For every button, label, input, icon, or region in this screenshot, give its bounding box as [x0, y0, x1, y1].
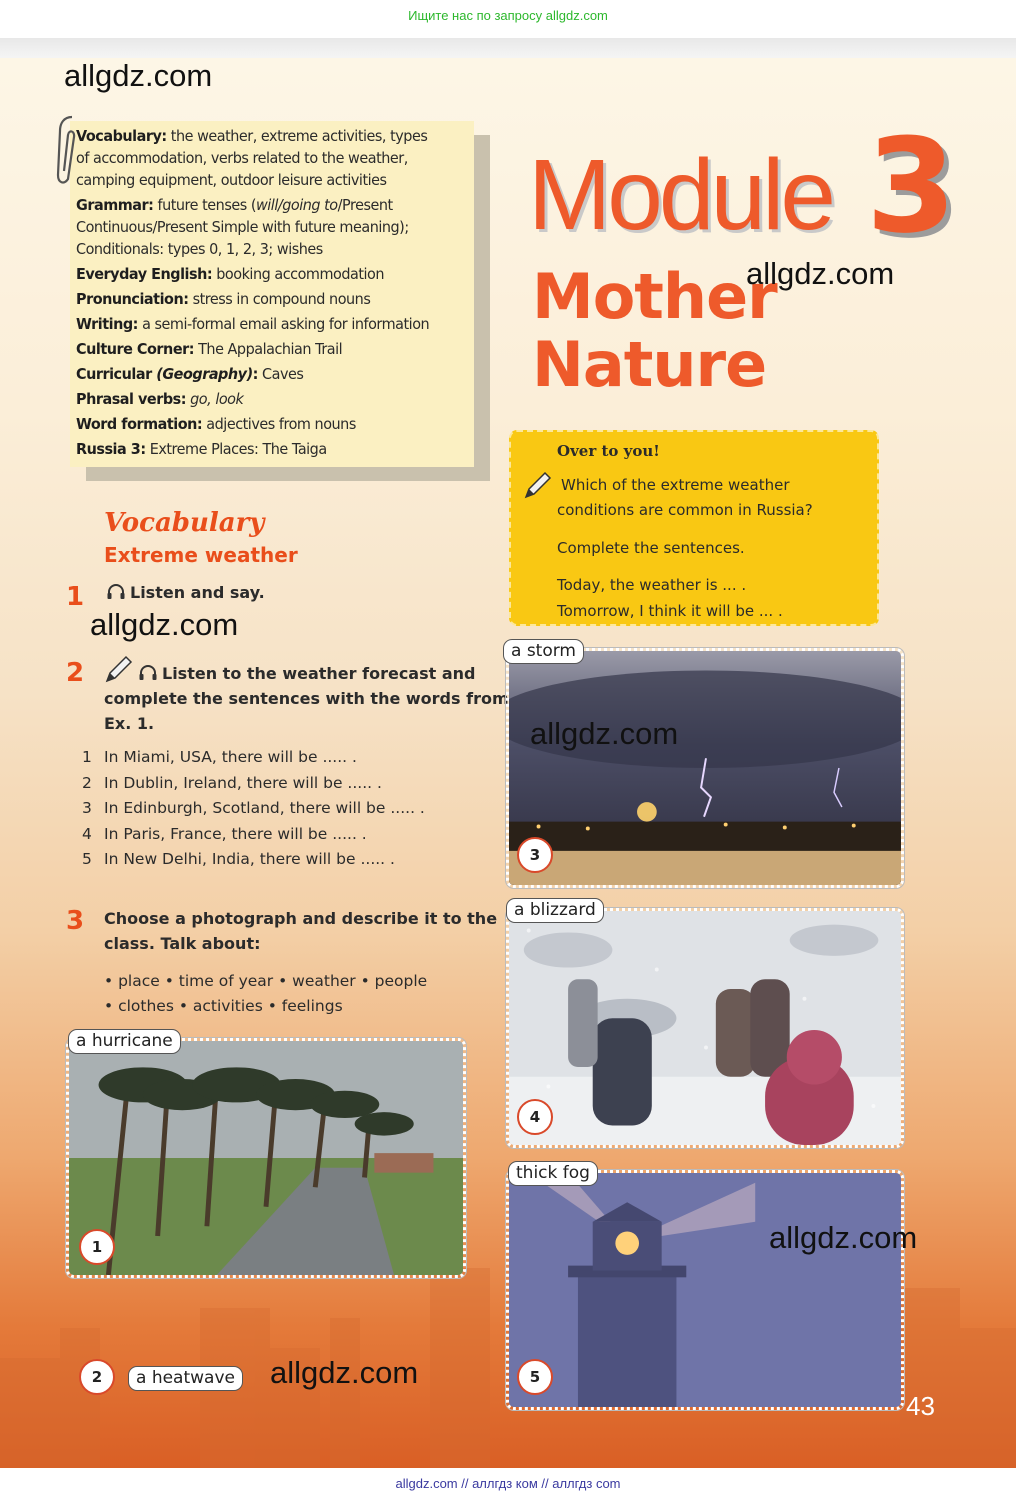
photo-fog[interactable] [506, 1170, 904, 1410]
contents-curricular: Curricular (Geography): Caves [76, 365, 304, 383]
photo-hurricane[interactable] [66, 1038, 466, 1278]
over-to-you-question-line1: Which of the extreme weather [561, 476, 790, 494]
module-contents-box [70, 121, 474, 467]
photo-number-4: 4 [517, 1099, 553, 1135]
photo-label-blizzard: a blizzard [506, 898, 604, 923]
top-divider [0, 38, 1016, 60]
contents-everyday-english: Everyday English: booking accommodation [76, 265, 385, 283]
photo-label-heatwave: a heatwave [128, 1366, 243, 1391]
headphones-icon [106, 582, 126, 600]
photo-storm[interactable] [506, 648, 904, 888]
exercise2-text [104, 655, 509, 736]
fog-image [509, 1173, 901, 1407]
contents-vocabulary: Vocabulary: the weather, extreme activities, types [76, 127, 428, 145]
contents-russia: Russia 3: Extreme Places: The Taiga [76, 440, 327, 458]
module-subtitle-line2: Nature [532, 328, 767, 401]
contents-vocabulary-cont: of accommodation, verbs related to the weather, [76, 149, 408, 167]
exercise2-list [82, 748, 425, 876]
storm-image [509, 651, 901, 885]
pencil-icon [523, 470, 553, 500]
over-to-you-sentence1: Today, the weather is ... . [557, 576, 747, 594]
photo-number-5: 5 [517, 1359, 553, 1395]
contents-word-formation: Word formation: adjectives from nouns [76, 415, 356, 433]
exercise3-line2: class. Talk about: [104, 934, 261, 953]
over-to-you-question-line2: conditions are common in Russia? [557, 501, 813, 519]
pencil-icon [104, 655, 134, 683]
exercise3-text [104, 906, 497, 956]
contents-grammar-cont: Conditionals: types 0, 1, 2, 3; wishes [76, 240, 323, 258]
list-item: 2 In Dublin, Ireland, there will be ..... . [82, 773, 382, 792]
exercise1-instruction: Listen and say. [130, 583, 265, 602]
watermark: allgdz.com [746, 256, 895, 291]
watermark: allgdz.com [270, 1355, 419, 1390]
module-number: 3 [866, 110, 957, 262]
photo-number-1: 1 [79, 1229, 115, 1265]
exercise1-number: 1 [66, 582, 85, 612]
photo-label-fog: thick fog [508, 1161, 598, 1186]
module-subtitle-line1: Mother [532, 260, 777, 333]
watermark: allgdz.com [769, 1220, 918, 1255]
exercise3-bullets-line2: • clothes • activities • feelings [104, 997, 343, 1015]
exercise2-line2: complete the sentences with the words from [104, 689, 509, 708]
watermark: allgdz.com [90, 607, 239, 642]
over-to-you-heading: Over to you! [557, 442, 660, 460]
list-item: 3 In Edinburgh, Scotland, there will be ..... . [82, 799, 425, 817]
page-number: 43 [906, 1391, 935, 1421]
exercise2-line1: Listen to the weather forecast and [162, 664, 476, 683]
top-banner [0, 0, 1016, 40]
contents-grammar-cont: Continuous/Present Simple with future meaning); [76, 218, 409, 236]
over-to-you-instruction: Complete the sentences. [557, 539, 745, 557]
blizzard-image [509, 911, 901, 1145]
exercise1-text [106, 580, 265, 605]
contents-grammar: Grammar: future tenses (will/going to/Present [76, 196, 393, 214]
exercise2-line3: Ex. 1. [104, 714, 155, 733]
over-to-you-sentence2: Tomorrow, I think it will be ... . [557, 602, 783, 620]
photo-label-hurricane: a hurricane [68, 1029, 181, 1054]
photo-label-storm: a storm [503, 639, 584, 664]
vocabulary-heading: Vocabulary [104, 508, 265, 538]
exercise2-number: 2 [66, 658, 85, 688]
top-banner-text[interactable]: Ищите нас по запросу allgdz.com [408, 8, 608, 23]
contents-culture-corner: Culture Corner: The Appalachian Trail [76, 340, 343, 358]
hurricane-image [69, 1041, 463, 1275]
exercise3-bullets-line1: • place • time of year • weather • people [104, 972, 428, 990]
footer-links[interactable]: allgdz.com // аллгдз ком // аллгдз com [395, 1476, 621, 1491]
watermark: allgdz.com [64, 58, 213, 93]
contents-pronunciation: Pronunciation: stress in compound nouns [76, 290, 371, 308]
list-item: 1 In Miami, USA, there will be ..... . [82, 748, 357, 766]
photo-number-2: 2 [79, 1359, 115, 1395]
exercise3-number: 3 [66, 906, 85, 936]
contents-vocabulary-cont: camping equipment, outdoor leisure activities [76, 171, 387, 189]
list-item: 4 In Paris, France, there will be ..... . [82, 824, 367, 843]
headphones-icon [138, 663, 158, 681]
vocabulary-subheading: Extreme weather [104, 543, 298, 567]
list-item: 5 In New Delhi, India, there will be ..... . [82, 850, 395, 868]
module-title: Module [528, 139, 832, 251]
contents-phrasal-verbs: Phrasal verbs: go, look [76, 390, 244, 408]
photo-blizzard[interactable] [506, 908, 904, 1148]
footer [0, 1470, 1016, 1501]
contents-writing: Writing: a semi-formal email asking for information [76, 315, 430, 333]
over-to-you-box [509, 430, 879, 626]
photo-number-3: 3 [517, 837, 553, 873]
watermark: allgdz.com [530, 716, 679, 751]
exercise3-line1: Choose a photograph and describe it to the [104, 909, 498, 928]
textbook-page [0, 58, 1016, 1468]
